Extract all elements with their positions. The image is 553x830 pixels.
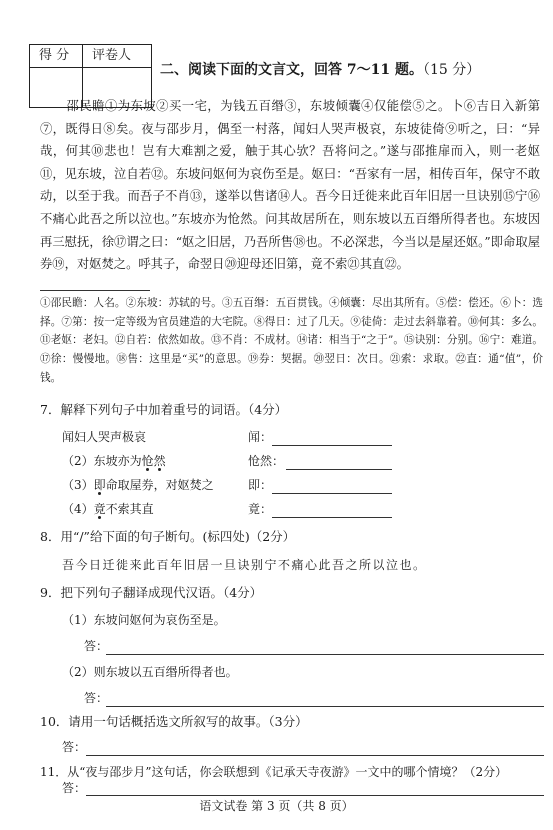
passage-text: 邵民瞻①为东坡②买一宅，为钱五百缗③，东坡倾囊④仅能偿⑤之。卜⑥吉日入新第⑦，既得日⑧矣。夜与邵步月，偶至一村落，闻妇人哭声极哀，东坡徒倚⑨听之，曰：“异哉，何其⑩悲也！岂有大难割之爱，触于其心欤？吾将问之。”遂与邵推扉而入，则一老妪⑪，见东坡，泣自若⑫。东坡问妪何为哀伤至是。妪曰：“吾家有一居，相传百年，保守不敢动，以至于我。而吾子不肖⑬，遂举以售诸⑭人。吾今日迁徙来此百年旧居一旦诀别⑮宁⑯不痛心此吾之所以泣也。”东坡亦为怆然。问其故居所在，则东坡以五百缗所得者也。东坡因再三慰抚，徐⑰谓之曰：“妪之旧居，乃吾所售⑱也。不必深悲，今当以是屋还妪。”即命取屋券⑲，对妪焚之。呼其子，命翌日⑳迎母还旧第，竟不索㉑其直㉒。 xyxy=(40,99,540,272)
q7-item-4-suffix: 不索其直 xyxy=(105,502,154,516)
q9-item-2-answer-blank[interactable] xyxy=(106,706,544,707)
q7-item-3-emphasis-text: 即 xyxy=(93,478,106,492)
q9-item-1-answer-label: 答： xyxy=(84,639,109,653)
q7-item-3-answer-blank[interactable] xyxy=(272,493,392,494)
question-10-stem: 10．请用一句话概括选文所叙写的故事。（3分） xyxy=(40,714,308,729)
q7-item-4-answer-blank[interactable] xyxy=(272,517,392,518)
footnote-rule xyxy=(40,290,150,291)
q7-item-1-text: 闻妇人哭声极哀 xyxy=(62,430,147,444)
q9-item-1: （1）东坡问妪何为哀伤至是。 xyxy=(62,613,226,627)
footnotes-text: ①邵民瞻：人名。②东坡：苏轼的号。③五百缗：五百贯钱。④倾囊：尽出其所有。⑤偿：偿还。⑥卜：选择。⑦第：按一定等级为官员建造的大宅院。⑧得日：过了几天。⑨徒倚：走过去斜靠着。⑩何其：多么。⑪老妪：老妇。⑫自若：依然如故。⑬不肖：不成材。⑭诸：相当于“之于”。⑮诀别：分别。⑯宁：难道。⑰徐：慢慢地。⑱售：这里是“买”的意思。⑲券：契据。⑳翌日：次日。㉑索：求取。㉒直：通“值”，价钱。 xyxy=(40,297,543,384)
q7-item-1 xyxy=(62,427,146,447)
q7-item-2-emphasis-text xyxy=(142,454,166,468)
emphasis-dot xyxy=(146,468,149,471)
q7-item-3-emphasis xyxy=(94,478,106,492)
q7-item-4-answer-label: 竟： xyxy=(248,502,273,516)
q7-item-3-suffix: 命取屋券，对妪焚之 xyxy=(105,478,214,492)
q7-item-3 xyxy=(62,475,214,495)
emphasis-dot xyxy=(158,468,161,471)
q7-item-2-prefix: （2）东坡亦为 xyxy=(62,454,142,468)
section-title xyxy=(160,60,480,80)
emphasis-dot xyxy=(98,516,101,519)
q11-answer-label: 答： xyxy=(62,781,87,795)
question-7-stem: 7．解释下列句子中加着重号的词语。（4分） xyxy=(40,402,288,417)
q11-answer-blank[interactable] xyxy=(86,795,544,796)
q7-item-2 xyxy=(62,451,166,471)
classical-passage xyxy=(40,95,540,276)
q7-item-3-answer-label: 即： xyxy=(248,478,273,492)
q10-answer-label: 答： xyxy=(62,740,87,754)
q9-item-2-answer-label: 答： xyxy=(84,691,109,705)
emphasis-dot xyxy=(98,492,101,495)
section-title-text: 二、阅读下面的文言文，回答 7～11 题。 xyxy=(160,62,423,78)
q7-item-2-emphasis xyxy=(142,454,166,468)
q9-item-1-answer-blank[interactable] xyxy=(106,654,544,655)
q7-item-1-answer-blank[interactable] xyxy=(272,445,392,446)
q7-item-2-answer-label: 怆然： xyxy=(248,454,285,468)
q7-item-3-prefix: （3） xyxy=(62,478,94,492)
q7-item-4-emphasis xyxy=(94,502,106,516)
q9-item-2: （2）则东坡以五百缗所得者也。 xyxy=(62,665,238,679)
emphasized-char: 怆 xyxy=(142,454,154,468)
question-11-stem: 11．从“夜与邵步月”这句话，你会联想到《记承天寺夜游》一文中的哪个情境？（2分） xyxy=(40,765,508,779)
emphasized-char: 然 xyxy=(154,454,166,468)
footnotes xyxy=(40,294,543,388)
question-8-stem: 8．用“/”给下面的句子断句。(标四处)（2分） xyxy=(40,529,296,544)
q7-item-1-answer-label: 闻： xyxy=(248,430,273,444)
q10-answer-blank[interactable] xyxy=(86,755,544,756)
section-points: （15 分） xyxy=(422,62,481,78)
page-footer: 语文试卷 第 3 页（共 8 页） xyxy=(199,799,354,813)
q7-item-2-answer-blank[interactable] xyxy=(286,469,392,470)
score-box-divider xyxy=(30,67,151,68)
q7-item-4-prefix: （4） xyxy=(62,502,94,516)
q7-item-4 xyxy=(62,499,154,519)
score-label: 得 分 xyxy=(39,48,70,63)
q8-sentence[interactable]: 吾今日迁徙来此百年旧居一旦诀别宁不痛心此吾之所以泣也。 xyxy=(62,558,427,572)
question-9-stem: 9．把下列句子翻译成现代汉语。（4分） xyxy=(40,585,263,600)
q7-item-4-emphasis-text: 竟 xyxy=(93,502,106,516)
grader-label: 评卷人 xyxy=(92,48,132,63)
